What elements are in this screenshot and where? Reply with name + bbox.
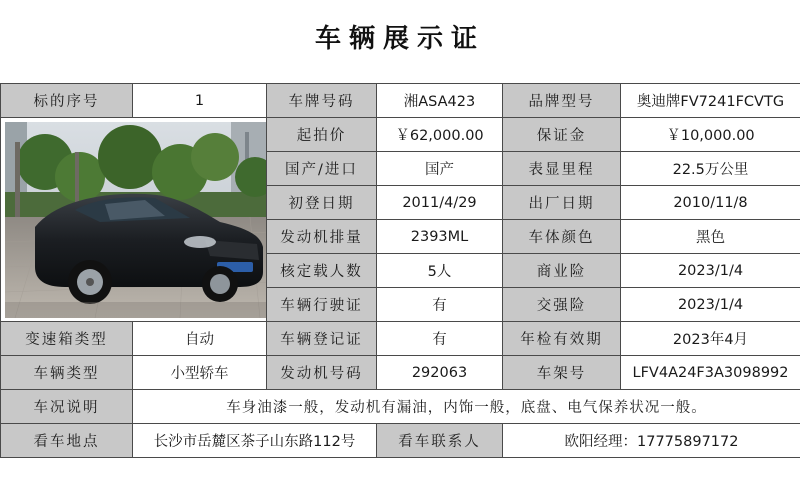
seats-value: 5人 [377,254,503,288]
seats-label: 核定载人数 [267,254,377,288]
mileage-value: 22.5万公里 [621,152,800,186]
registration-cert-value: 有 [377,322,503,356]
contact-value: 欧阳经理：17775897172 [503,424,800,458]
plate-label: 车牌号码 [267,84,377,118]
first-registration-label: 初登日期 [267,186,377,220]
vin-label: 车架号 [503,356,621,390]
viewing-location-value: 长沙市岳麓区茶子山东路112号 [133,424,377,458]
body-color-label: 车体颜色 [503,220,621,254]
condition-value: 车身油漆一般，发动机有漏油，内饰一般，底盘、电气保养状况一般。 [133,390,800,424]
displacement-value: 2393ML [377,220,503,254]
starting-price-label: 起拍价 [267,118,377,152]
lot-number-value: 1 [133,84,267,118]
vehicle-info-table [0,83,800,458]
table-row [1,356,800,390]
table-row [1,390,800,424]
origin-value: 国产 [377,152,503,186]
starting-price-value: ￥62,000.00 [377,118,503,152]
registration-cert-label: 车辆登记证 [267,322,377,356]
vehicle-type-label: 车辆类型 [1,356,133,390]
mileage-label: 表显里程 [503,152,621,186]
brand-model-label: 品牌型号 [503,84,621,118]
document-title: 车辆展示证 [314,24,485,54]
commercial-insurance-label: 商业险 [503,254,621,288]
manufacture-date-value: 2010/11/8 [621,186,800,220]
lot-number-label: 标的序号 [1,84,133,118]
compulsory-insurance-label: 交强险 [503,288,621,322]
driving-license-label: 车辆行驶证 [267,288,377,322]
table-row [1,84,800,118]
engine-number-label: 发动机号码 [267,356,377,390]
commercial-insurance-value: 2023/1/4 [621,254,800,288]
deposit-label: 保证金 [503,118,621,152]
deposit-value: ￥10,000.00 [621,118,800,152]
condition-label: 车况说明 [1,390,133,424]
first-registration-value: 2011/4/29 [377,186,503,220]
vehicle-type-value: 小型轿车 [133,356,267,390]
displacement-label: 发动机排量 [267,220,377,254]
manufacture-date-label: 出厂日期 [503,186,621,220]
table-row [1,322,800,356]
plate-value: 湘ASA423 [377,84,503,118]
engine-number-value: 292063 [377,356,503,390]
table-row [1,424,800,458]
origin-label: 国产/进口 [267,152,377,186]
transmission-label: 变速箱类型 [1,322,133,356]
viewing-location-label: 看车地点 [1,424,133,458]
contact-label: 看车联系人 [377,424,503,458]
body-color-value: 黑色 [621,220,800,254]
table-row [1,118,800,152]
driving-license-value: 有 [377,288,503,322]
inspection-valid-value: 2023年4月 [621,322,800,356]
brand-model-value: 奥迪牌FV7241FCVTG [621,84,800,118]
compulsory-insurance-value: 2023/1/4 [621,288,800,322]
inspection-valid-label: 年检有效期 [503,322,621,356]
vehicle-photo [1,118,267,322]
vin-value: LFV4A24F3A3098992 [621,356,800,390]
car-photo-icon [5,122,267,318]
transmission-value: 自动 [133,322,267,356]
